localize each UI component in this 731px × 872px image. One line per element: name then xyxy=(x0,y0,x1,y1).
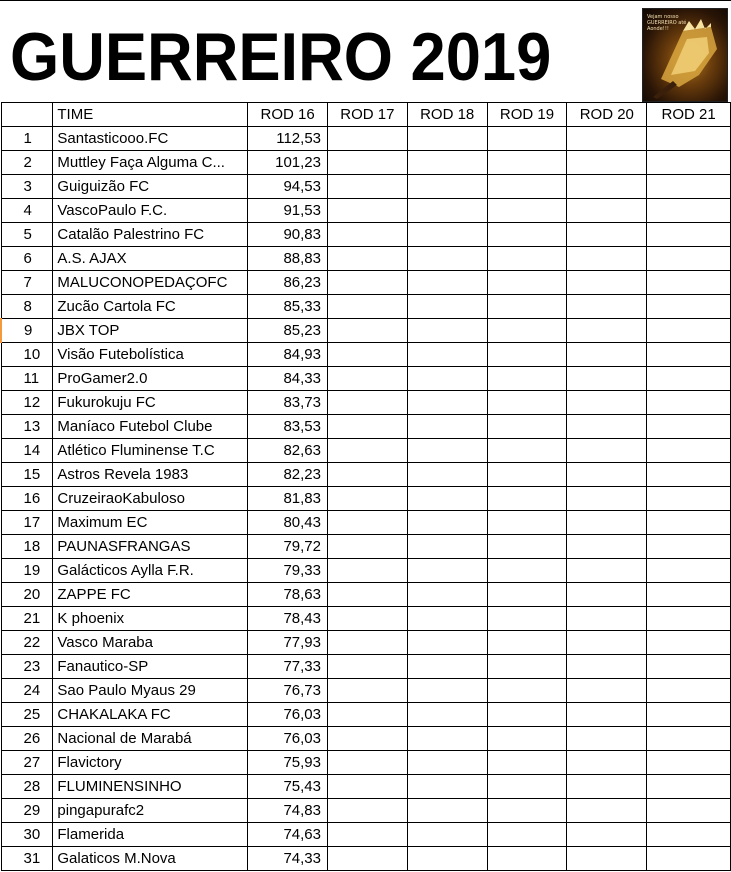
rod16-cell[interactable]: 78,43 xyxy=(248,607,328,631)
rod18-cell[interactable] xyxy=(407,127,487,151)
rod18-cell[interactable] xyxy=(407,679,487,703)
rod21-cell[interactable] xyxy=(647,631,731,655)
title-row xyxy=(0,0,731,102)
table-row xyxy=(1,847,731,871)
table-row xyxy=(1,199,731,223)
rod20-cell[interactable] xyxy=(567,391,647,415)
rod16-cell[interactable]: 74,33 xyxy=(248,847,328,871)
rod17-cell[interactable] xyxy=(328,151,408,175)
team-cell[interactable]: ProGamer2.0 xyxy=(53,367,248,391)
rod16-cell[interactable]: 94,53 xyxy=(248,175,328,199)
col-header-rod21[interactable]: ROD 21 xyxy=(647,103,731,127)
rod20-cell[interactable] xyxy=(567,559,647,583)
rod20-cell[interactable] xyxy=(567,775,647,799)
rod20-cell[interactable] xyxy=(567,127,647,151)
table-row xyxy=(1,151,731,175)
team-cell[interactable]: Nacional de Marabá xyxy=(53,727,248,751)
rod16-cell[interactable]: 79,72 xyxy=(248,535,328,559)
rod20-cell[interactable] xyxy=(567,703,647,727)
rod16-cell[interactable]: 76,03 xyxy=(248,703,328,727)
rod18-cell[interactable] xyxy=(407,415,487,439)
rank-cell[interactable]: 14 xyxy=(1,439,53,463)
standings-table xyxy=(0,102,731,871)
rod20-cell[interactable] xyxy=(567,535,647,559)
rod20-cell[interactable] xyxy=(567,199,647,223)
table-row xyxy=(1,631,731,655)
rod21-cell[interactable] xyxy=(647,199,731,223)
rod17-cell[interactable] xyxy=(328,583,408,607)
rod16-cell[interactable]: 76,03 xyxy=(248,727,328,751)
rank-cell[interactable]: 10 xyxy=(1,343,53,367)
rod18-cell[interactable] xyxy=(407,847,487,871)
rod17-cell[interactable] xyxy=(328,223,408,247)
rod21-cell[interactable] xyxy=(647,343,731,367)
team-cell[interactable]: JBX TOP xyxy=(53,319,248,343)
table-row xyxy=(1,799,731,823)
table-row xyxy=(1,559,731,583)
rod16-cell[interactable]: 91,53 xyxy=(248,199,328,223)
rank-cell[interactable]: 16 xyxy=(1,487,53,511)
rod18-cell[interactable] xyxy=(407,583,487,607)
team-cell[interactable]: PAUNASFRANGAS xyxy=(53,535,248,559)
team-cell[interactable]: Guiguizão FC xyxy=(53,175,248,199)
rod17-cell[interactable] xyxy=(328,271,408,295)
rod17-cell[interactable] xyxy=(328,607,408,631)
rod17-cell[interactable] xyxy=(328,559,408,583)
rod18-cell[interactable] xyxy=(407,151,487,175)
rod21-cell[interactable] xyxy=(647,415,731,439)
rod16-cell[interactable]: 88,83 xyxy=(248,247,328,271)
team-cell[interactable]: Maximum EC xyxy=(53,511,248,535)
table-row xyxy=(1,343,731,367)
team-cell[interactable]: Astros Revela 1983 xyxy=(53,463,248,487)
rod19-cell[interactable] xyxy=(487,175,567,199)
rod20-cell[interactable] xyxy=(567,151,647,175)
rod19-cell[interactable] xyxy=(487,511,567,535)
helmet-icon xyxy=(643,9,727,101)
rank-cell[interactable]: 13 xyxy=(1,415,53,439)
rod19-cell[interactable] xyxy=(487,583,567,607)
col-header-rod17[interactable]: ROD 17 xyxy=(328,103,408,127)
team-cell[interactable]: Sao Paulo Myaus 29 xyxy=(53,679,248,703)
rod19-cell[interactable] xyxy=(487,223,567,247)
rod17-cell[interactable] xyxy=(328,319,408,343)
rod17-cell[interactable] xyxy=(328,343,408,367)
rod18-cell[interactable] xyxy=(407,727,487,751)
rod20-cell[interactable] xyxy=(567,487,647,511)
rod21-cell[interactable] xyxy=(647,223,731,247)
rod21-cell[interactable] xyxy=(647,439,731,463)
rod18-cell[interactable] xyxy=(407,559,487,583)
rod18-cell[interactable] xyxy=(407,535,487,559)
rank-cell[interactable]: 31 xyxy=(1,847,53,871)
table-row xyxy=(1,319,731,343)
table-row xyxy=(1,679,731,703)
rod16-cell[interactable]: 77,33 xyxy=(248,655,328,679)
table-row xyxy=(1,703,731,727)
rod20-cell[interactable] xyxy=(567,511,647,535)
rod19-cell[interactable] xyxy=(487,199,567,223)
rod20-cell[interactable] xyxy=(567,247,647,271)
rod18-cell[interactable] xyxy=(407,295,487,319)
rod17-cell[interactable] xyxy=(328,439,408,463)
rod19-cell[interactable] xyxy=(487,415,567,439)
rank-cell[interactable]: 23 xyxy=(1,655,53,679)
rod19-cell[interactable] xyxy=(487,391,567,415)
rod16-cell[interactable]: 84,33 xyxy=(248,367,328,391)
warrior-logo-image xyxy=(642,8,728,102)
rod19-cell[interactable] xyxy=(487,463,567,487)
table-row xyxy=(1,223,731,247)
rod21-cell[interactable] xyxy=(647,511,731,535)
table-row xyxy=(1,607,731,631)
rod21-cell[interactable] xyxy=(647,583,731,607)
rod20-cell[interactable] xyxy=(567,343,647,367)
col-header-time[interactable]: TIME xyxy=(53,103,248,127)
table-row xyxy=(1,415,731,439)
rod20-cell[interactable] xyxy=(567,823,647,847)
rod17-cell[interactable] xyxy=(328,679,408,703)
rod17-cell[interactable] xyxy=(328,247,408,271)
rod21-cell[interactable] xyxy=(647,535,731,559)
team-cell[interactable]: A.S. AJAX xyxy=(53,247,248,271)
rod16-cell[interactable]: 81,83 xyxy=(248,487,328,511)
rod19-cell[interactable] xyxy=(487,799,567,823)
rod17-cell[interactable] xyxy=(328,199,408,223)
rod18-cell[interactable] xyxy=(407,271,487,295)
col-header-rod18[interactable]: ROD 18 xyxy=(407,103,487,127)
table-row xyxy=(1,511,731,535)
rod17-cell[interactable] xyxy=(328,415,408,439)
rod18-cell[interactable] xyxy=(407,199,487,223)
rod19-cell[interactable] xyxy=(487,127,567,151)
rod16-cell[interactable]: 101,23 xyxy=(248,151,328,175)
rod21-cell[interactable] xyxy=(647,487,731,511)
col-header-rod16[interactable]: ROD 16 xyxy=(248,103,328,127)
rod21-cell[interactable] xyxy=(647,655,731,679)
rod19-cell[interactable] xyxy=(487,607,567,631)
team-cell[interactable]: ZAPPE FC xyxy=(53,583,248,607)
rod17-cell[interactable] xyxy=(328,823,408,847)
rod17-cell[interactable] xyxy=(328,511,408,535)
rod18-cell[interactable] xyxy=(407,799,487,823)
rod16-cell[interactable]: 76,73 xyxy=(248,679,328,703)
rod19-cell[interactable] xyxy=(487,655,567,679)
header-row xyxy=(1,103,731,127)
rank-cell[interactable]: 8 xyxy=(1,295,53,319)
rod19-cell[interactable] xyxy=(487,631,567,655)
rod21-cell[interactable] xyxy=(647,559,731,583)
rank-cell[interactable]: 15 xyxy=(1,463,53,487)
rod21-cell[interactable] xyxy=(647,727,731,751)
rod19-cell[interactable] xyxy=(487,151,567,175)
team-cell[interactable]: VascoPaulo F.C. xyxy=(53,199,248,223)
team-cell[interactable]: Fanautico-SP xyxy=(53,655,248,679)
rank-cell[interactable]: 6 xyxy=(1,247,53,271)
rod16-cell[interactable]: 83,73 xyxy=(248,391,328,415)
table-row xyxy=(1,367,731,391)
rod20-cell[interactable] xyxy=(567,679,647,703)
rank-cell[interactable]: 9 xyxy=(1,319,53,343)
rod20-cell[interactable] xyxy=(567,271,647,295)
rod19-cell[interactable] xyxy=(487,343,567,367)
table-row xyxy=(1,487,731,511)
rod20-cell[interactable] xyxy=(567,727,647,751)
rank-cell[interactable]: 5 xyxy=(1,223,53,247)
rank-cell[interactable]: 27 xyxy=(1,751,53,775)
rank-cell[interactable]: 29 xyxy=(1,799,53,823)
rod20-cell[interactable] xyxy=(567,847,647,871)
rod20-cell[interactable] xyxy=(567,799,647,823)
table-row xyxy=(1,175,731,199)
team-cell[interactable]: pingapurafc2 xyxy=(53,799,248,823)
table-row xyxy=(1,823,731,847)
rod18-cell[interactable] xyxy=(407,367,487,391)
rod16-cell[interactable]: 77,93 xyxy=(248,631,328,655)
team-cell[interactable]: CruzeiraoKabuloso xyxy=(53,487,248,511)
table-row xyxy=(1,727,731,751)
rank-header[interactable] xyxy=(1,103,53,127)
rod16-cell[interactable]: 78,63 xyxy=(248,583,328,607)
team-cell[interactable]: Fukurokuju FC xyxy=(53,391,248,415)
rod17-cell[interactable] xyxy=(328,727,408,751)
sheet-title: GUERREIRO 2019 xyxy=(10,19,552,95)
rod20-cell[interactable] xyxy=(567,751,647,775)
rod17-cell[interactable] xyxy=(328,367,408,391)
rod21-cell[interactable] xyxy=(647,607,731,631)
rod20-cell[interactable] xyxy=(567,607,647,631)
rank-cell[interactable]: 26 xyxy=(1,727,53,751)
table-row xyxy=(1,775,731,799)
rod21-cell[interactable] xyxy=(647,679,731,703)
rod19-cell[interactable] xyxy=(487,319,567,343)
rod19-cell[interactable] xyxy=(487,271,567,295)
rod21-cell[interactable] xyxy=(647,127,731,151)
rod16-cell[interactable]: 75,43 xyxy=(248,775,328,799)
team-cell[interactable]: Catalão Palestrino FC xyxy=(53,223,248,247)
rank-cell[interactable]: 2 xyxy=(1,151,53,175)
rank-cell[interactable]: 17 xyxy=(1,511,53,535)
rod21-cell[interactable] xyxy=(647,775,731,799)
rod20-cell[interactable] xyxy=(567,295,647,319)
rod17-cell[interactable] xyxy=(328,799,408,823)
team-cell[interactable]: Maníaco Futebol Clube xyxy=(53,415,248,439)
logo-caption: Vejam nosso GUERREIRO até Aonde!!! xyxy=(647,14,687,32)
rod19-cell[interactable] xyxy=(487,679,567,703)
rod21-cell[interactable] xyxy=(647,703,731,727)
rod18-cell[interactable] xyxy=(407,823,487,847)
rod17-cell[interactable] xyxy=(328,463,408,487)
rod20-cell[interactable] xyxy=(567,223,647,247)
rod21-cell[interactable] xyxy=(647,271,731,295)
rod19-cell[interactable] xyxy=(487,727,567,751)
team-cell[interactable]: K phoenix xyxy=(53,607,248,631)
rank-cell[interactable]: 7 xyxy=(1,271,53,295)
rod19-cell[interactable] xyxy=(487,559,567,583)
rod16-cell[interactable]: 85,33 xyxy=(248,295,328,319)
rank-cell[interactable]: 3 xyxy=(1,175,53,199)
rod20-cell[interactable] xyxy=(567,631,647,655)
rod21-cell[interactable] xyxy=(647,463,731,487)
rod20-cell[interactable] xyxy=(567,415,647,439)
rod17-cell[interactable] xyxy=(328,751,408,775)
team-cell[interactable]: MALUCONOPEDAÇOFC xyxy=(53,271,248,295)
team-cell[interactable]: Muttley Faça Alguma C... xyxy=(53,151,248,175)
rod20-cell[interactable] xyxy=(567,655,647,679)
rank-cell[interactable]: 19 xyxy=(1,559,53,583)
team-cell[interactable]: Visão Futebolística xyxy=(53,343,248,367)
table-row xyxy=(1,391,731,415)
rod18-cell[interactable] xyxy=(407,439,487,463)
rod18-cell[interactable] xyxy=(407,703,487,727)
rank-cell[interactable]: 24 xyxy=(1,679,53,703)
rank-cell[interactable]: 4 xyxy=(1,199,53,223)
rod20-cell[interactable] xyxy=(567,583,647,607)
rod16-cell[interactable]: 75,93 xyxy=(248,751,328,775)
rod17-cell[interactable] xyxy=(328,775,408,799)
rod18-cell[interactable] xyxy=(407,655,487,679)
rod18-cell[interactable] xyxy=(407,343,487,367)
rod21-cell[interactable] xyxy=(647,295,731,319)
table-row xyxy=(1,439,731,463)
rod16-cell[interactable]: 80,43 xyxy=(248,511,328,535)
rod18-cell[interactable] xyxy=(407,511,487,535)
rod17-cell[interactable] xyxy=(328,295,408,319)
team-cell[interactable]: FLUMINENSINHO xyxy=(53,775,248,799)
team-cell[interactable]: Galaticos M.Nova xyxy=(53,847,248,871)
rod19-cell[interactable] xyxy=(487,367,567,391)
rod21-cell[interactable] xyxy=(647,319,731,343)
table-row xyxy=(1,247,731,271)
rod17-cell[interactable] xyxy=(328,391,408,415)
rod17-cell[interactable] xyxy=(328,535,408,559)
rod21-cell[interactable] xyxy=(647,391,731,415)
rod17-cell[interactable] xyxy=(328,127,408,151)
table-row xyxy=(1,655,731,679)
rod20-cell[interactable] xyxy=(567,439,647,463)
rod21-cell[interactable] xyxy=(647,151,731,175)
rod19-cell[interactable] xyxy=(487,487,567,511)
team-cell[interactable]: Santasticooo.FC xyxy=(53,127,248,151)
rod20-cell[interactable] xyxy=(567,367,647,391)
rod19-cell[interactable] xyxy=(487,823,567,847)
rod16-cell[interactable]: 90,83 xyxy=(248,223,328,247)
col-header-rod20[interactable]: ROD 20 xyxy=(567,103,647,127)
rod16-cell[interactable]: 85,23 xyxy=(248,319,328,343)
table-row xyxy=(1,751,731,775)
rod20-cell[interactable] xyxy=(567,319,647,343)
rank-cell[interactable]: 28 xyxy=(1,775,53,799)
rank-cell[interactable]: 1 xyxy=(1,127,53,151)
rod19-cell[interactable] xyxy=(487,751,567,775)
rank-cell[interactable]: 21 xyxy=(1,607,53,631)
rod19-cell[interactable] xyxy=(487,775,567,799)
rank-cell[interactable]: 11 xyxy=(1,367,53,391)
rod21-cell[interactable] xyxy=(647,247,731,271)
rod21-cell[interactable] xyxy=(647,751,731,775)
rod16-cell[interactable]: 79,33 xyxy=(248,559,328,583)
team-cell[interactable]: Flamerida xyxy=(53,823,248,847)
rod16-cell[interactable]: 82,63 xyxy=(248,439,328,463)
team-cell[interactable]: Flavictory xyxy=(53,751,248,775)
table-row xyxy=(1,271,731,295)
rod19-cell[interactable] xyxy=(487,439,567,463)
rod21-cell[interactable] xyxy=(647,847,731,871)
rank-cell[interactable]: 25 xyxy=(1,703,53,727)
rod19-cell[interactable] xyxy=(487,247,567,271)
rod21-cell[interactable] xyxy=(647,367,731,391)
table-row xyxy=(1,583,731,607)
rod18-cell[interactable] xyxy=(407,247,487,271)
team-cell[interactable]: Galácticos Aylla F.R. xyxy=(53,559,248,583)
rod16-cell[interactable]: 82,23 xyxy=(248,463,328,487)
rod16-cell[interactable]: 112,53 xyxy=(248,127,328,151)
team-cell[interactable]: Zucão Cartola FC xyxy=(53,295,248,319)
rank-cell[interactable]: 30 xyxy=(1,823,53,847)
rod18-cell[interactable] xyxy=(407,487,487,511)
rank-cell[interactable]: 12 xyxy=(1,391,53,415)
rod19-cell[interactable] xyxy=(487,847,567,871)
rod21-cell[interactable] xyxy=(647,175,731,199)
rod20-cell[interactable] xyxy=(567,175,647,199)
rod21-cell[interactable] xyxy=(647,823,731,847)
rod18-cell[interactable] xyxy=(407,223,487,247)
rod18-cell[interactable] xyxy=(407,775,487,799)
rod17-cell[interactable] xyxy=(328,655,408,679)
rod16-cell[interactable]: 83,53 xyxy=(248,415,328,439)
rank-cell[interactable]: 18 xyxy=(1,535,53,559)
rod21-cell[interactable] xyxy=(647,799,731,823)
rod19-cell[interactable] xyxy=(487,535,567,559)
rod18-cell[interactable] xyxy=(407,175,487,199)
col-header-rod19[interactable]: ROD 19 xyxy=(487,103,567,127)
rod16-cell[interactable]: 74,63 xyxy=(248,823,328,847)
table-row xyxy=(1,463,731,487)
rod17-cell[interactable] xyxy=(328,175,408,199)
table-row xyxy=(1,535,731,559)
table-row xyxy=(1,295,731,319)
rod16-cell[interactable]: 74,83 xyxy=(248,799,328,823)
rod16-cell[interactable]: 86,23 xyxy=(248,271,328,295)
rod16-cell[interactable]: 84,93 xyxy=(248,343,328,367)
rod19-cell[interactable] xyxy=(487,703,567,727)
rod18-cell[interactable] xyxy=(407,607,487,631)
rod19-cell[interactable] xyxy=(487,295,567,319)
team-cell[interactable]: Vasco Maraba xyxy=(53,631,248,655)
rod18-cell[interactable] xyxy=(407,751,487,775)
rod17-cell[interactable] xyxy=(328,487,408,511)
rod18-cell[interactable] xyxy=(407,463,487,487)
rod18-cell[interactable] xyxy=(407,391,487,415)
rod17-cell[interactable] xyxy=(328,847,408,871)
rod18-cell[interactable] xyxy=(407,631,487,655)
rod17-cell[interactable] xyxy=(328,703,408,727)
rank-cell[interactable]: 22 xyxy=(1,631,53,655)
team-cell[interactable]: CHAKALAKA FC xyxy=(53,703,248,727)
rod17-cell[interactable] xyxy=(328,631,408,655)
table-row xyxy=(1,127,731,151)
team-cell[interactable]: Atlético Fluminense T.C xyxy=(53,439,248,463)
rod18-cell[interactable] xyxy=(407,319,487,343)
rod20-cell[interactable] xyxy=(567,463,647,487)
rank-cell[interactable]: 20 xyxy=(1,583,53,607)
